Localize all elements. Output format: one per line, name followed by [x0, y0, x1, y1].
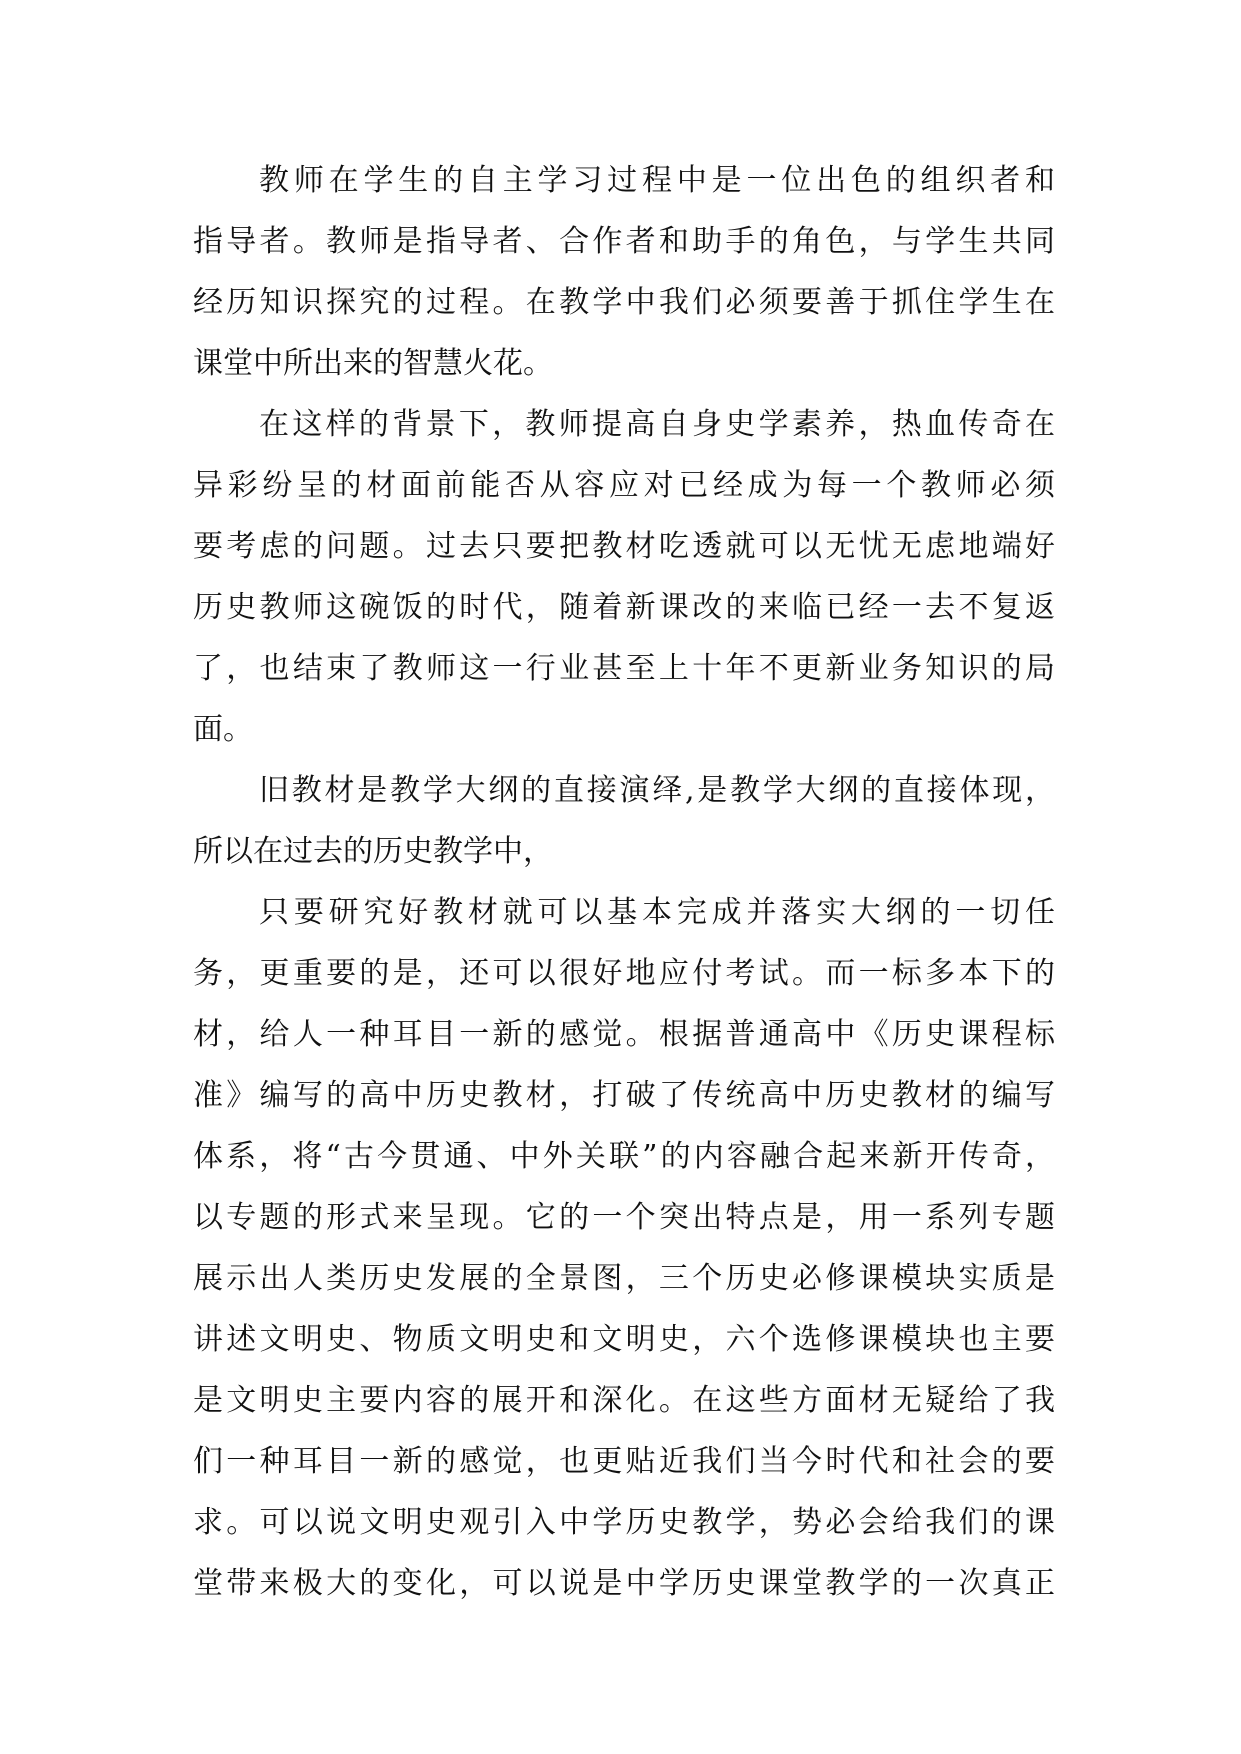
- text-line: 经历知识探究的过程。在教学中我们必须要善于抓住学生在: [193, 285, 1055, 320]
- text-line: 展示出人类历史发展的全景图，三个历史必修课模块实质是: [193, 1261, 1055, 1296]
- text-line: 材，给人一种耳目一新的感觉。根据普通高中《历史课程标: [193, 1017, 1055, 1052]
- text-line: 是文明史主要内容的展开和深化。在这些方面材无疑给了我: [193, 1383, 1055, 1418]
- text-line: 讲述文明史、物质文明史和文明史，六个选修课模块也主要: [193, 1322, 1055, 1357]
- text-line: 旧教材是教学大纲的直接演绎,是教学大纲的直接体现，: [259, 773, 1055, 808]
- text-line: 所以在过去的历史教学中，: [193, 834, 553, 869]
- text-line: 以专题的形式来呈现。它的一个突出特点是，用一系列专题: [193, 1200, 1055, 1235]
- text-line: 要考虑的问题。过去只要把教材吃透就可以无忧无虑地端好: [193, 529, 1055, 564]
- text-line: 历史教师这碗饭的时代，随着新课改的来临已经一去不复返: [193, 590, 1055, 625]
- text-line: 求。可以说文明史观引入中学历史教学，势必会给我们的课: [193, 1505, 1055, 1540]
- text-line: 教师在学生的自主学习过程中是一位出色的组织者和: [259, 163, 1055, 198]
- text-line: 们一种耳目一新的感觉，也更贴近我们当今时代和社会的要: [193, 1444, 1055, 1479]
- text-line: 课堂中所出来的智慧火花。: [193, 346, 553, 381]
- text-line: 务，更重要的是，还可以很好地应付考试。而一标多本下的: [193, 956, 1055, 991]
- body-text: [193, 150, 1055, 1614]
- text-line: 了，也结束了教师这一行业甚至上十年不更新业务知识的局: [193, 651, 1055, 686]
- text-line: 异彩纷呈的材面前能否从容应对已经成为每一个教师必须: [193, 468, 1055, 503]
- text-line: 体系，将“古今贯通、中外关联”的内容融合起来新开传奇，: [193, 1139, 1055, 1174]
- text-line: 面。: [193, 712, 253, 747]
- text-line: 只要研究好教材就可以基本完成并落实大纲的一切任: [259, 895, 1055, 930]
- text-line: 堂带来极大的变化，可以说是中学历史课堂教学的一次真正: [193, 1566, 1055, 1601]
- text-line: 指导者。教师是指导者、合作者和助手的角色，与学生共同: [193, 224, 1055, 259]
- text-line: 准》编写的高中历史教材，打破了传统高中历史教材的编写: [193, 1078, 1055, 1113]
- text-line: 在这样的背景下，教师提高自身史学素养，热血传奇在: [259, 407, 1055, 442]
